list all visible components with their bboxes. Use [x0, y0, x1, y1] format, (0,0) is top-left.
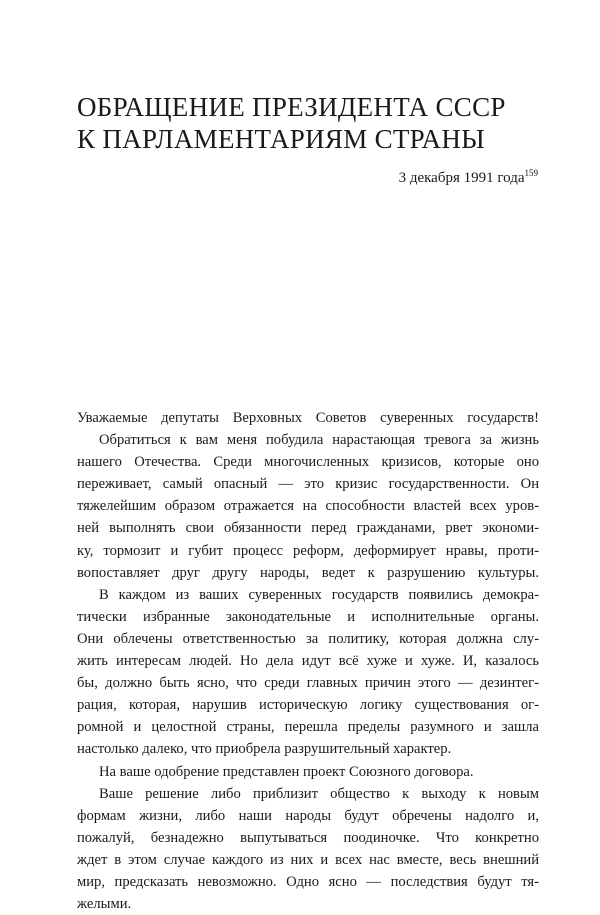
paragraph-line: тяжелейшим образом отражается на способности властей всех уров- — [77, 498, 539, 515]
paragraph-line: бы, должно быть ясно, что среди главных причин этого — дезинтег- — [77, 675, 539, 692]
title-line: ОБРАЩЕНИЕ ПРЕЗИДЕНТА СССР — [77, 92, 506, 122]
paragraph-line: Они облечены ответственностью за политику, которая должна слу- — [77, 630, 539, 647]
paragraph-line: На ваше одобрение представлен проект Союзного договора. — [99, 763, 474, 780]
footnote-reference: 159 — [524, 168, 538, 178]
document-title — [77, 91, 557, 155]
paragraph-line: ней выполнять свои обязанности перед гражданами, рвет экономи- — [77, 520, 539, 537]
paragraph-line: ку, тормозит и губит процесс реформ, деформирует нравы, проти- — [77, 542, 539, 559]
paragraph-line: формам жизни, либо наши народы будут обречены надолго и, — [77, 807, 539, 824]
paragraph-line: желыми. — [77, 896, 132, 913]
dateline — [399, 168, 538, 188]
paragraph-line: тически избранные законодательные и исполнительные органы. — [77, 608, 539, 625]
paragraph-line: В каждом из ваших суверенных государств появились демокра- — [99, 586, 539, 603]
date-text: 3 декабря 1991 года — [398, 170, 525, 186]
paragraph-line: жить интересам людей. Но дела идут всё хуже и хуже. И, казалось — [77, 653, 539, 670]
paragraph-line: Ваше решение либо приблизит общество к выходу к новым — [99, 785, 539, 802]
paragraph-line: рация, которая, нарушив историческую логику существования ог- — [77, 697, 539, 714]
body-text — [77, 407, 539, 915]
paragraph-line: пожалуй, безнадежно выпутываться поодиночке. Что конкретно — [77, 829, 539, 846]
title-line: К ПАРЛАМЕНТАРИЯМ СТРАНЫ — [77, 124, 485, 154]
salutation: Уважаемые депутаты Верховных Советов суверенных государств! — [77, 410, 539, 426]
paragraph-line: переживает, самый опасный — это кризис государственности. Он — [77, 476, 539, 493]
paragraph-line: нашего Отечества. Среди многочисленных кризисов, которые оно — [77, 454, 539, 471]
paragraph-line: ждет в этом случае каждого из них и всех нас вместе, весь внешний — [77, 851, 539, 868]
paragraph-line: мир, предсказать невозможно. Одно ясно — последствия будут тя- — [77, 873, 539, 890]
paragraph-line: Обратиться к вам меня побудила нарастающая тревога за жизнь — [99, 432, 539, 449]
paragraph-line: вопоставляет друг другу народы, ведет к разрушению культуры. — [77, 564, 539, 581]
paragraph-line: ромной и целостной страны, перешла пределы разумного и зашла — [77, 719, 539, 736]
paragraph-line: настолько далеко, что приобрела разрушительный характер. — [77, 741, 452, 758]
